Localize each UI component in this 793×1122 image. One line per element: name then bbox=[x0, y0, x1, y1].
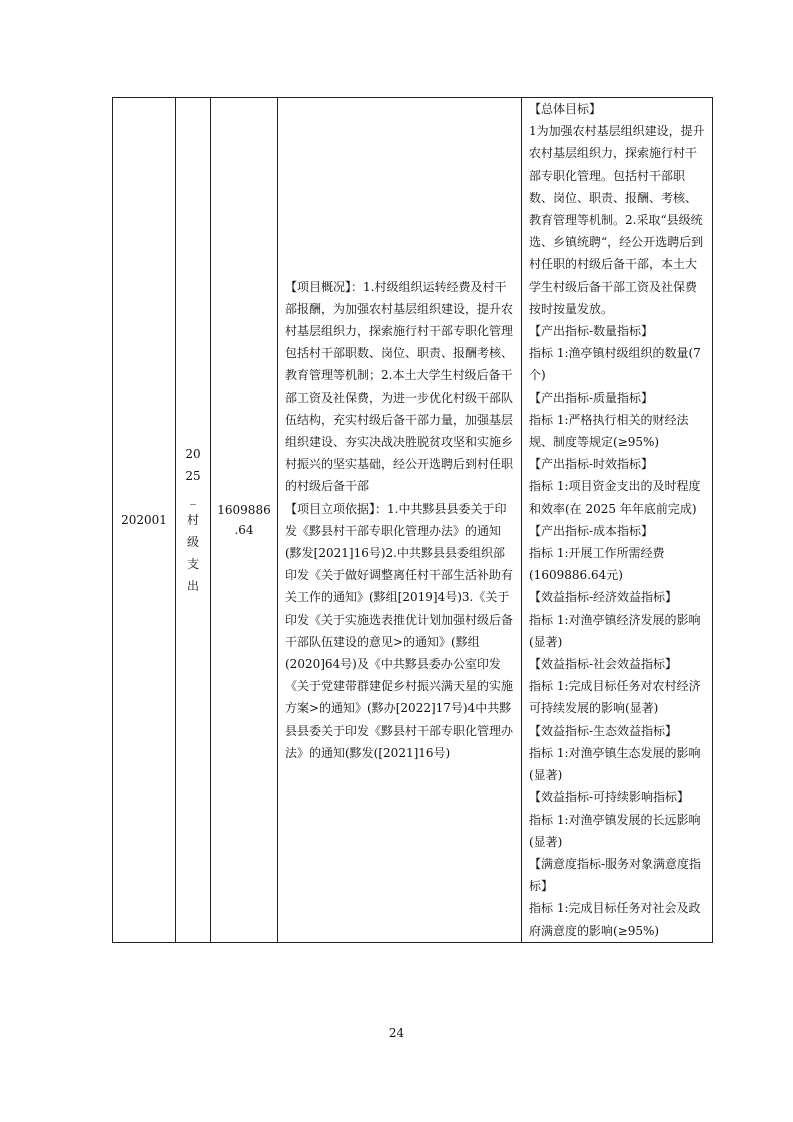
project-overview: 【项目概况】：1.村级组织运转经费及村干部报酬，为加强农村基层组织建设，提升农村基层组织力，探索施行村干部专职化管理包括村干部职数、岗位、职责、报酬考核、教育管理等机制；2.本土大学生村级后备干部工资及社保费，为进一步优化村级干部队伍结构，充实村级后备干部力量，加强基层组织建设、夯实决战决胜脱贫攻坚和实施乡村振兴的坚实基础，经公开选聘后到村任职的村级后备干部 bbox=[285, 279, 514, 494]
project-code: 202001 bbox=[121, 512, 167, 527]
budget-table bbox=[112, 97, 713, 943]
indicator-line: 【总体目标】 bbox=[529, 102, 602, 116]
category-char-1: 村 bbox=[186, 512, 199, 527]
indicator-line: 指标 1:对渔亭镇生态发展的影响(显著) bbox=[529, 745, 701, 783]
indicator-line: 【效益指标-生态效益指标】 bbox=[529, 723, 678, 738]
indicator-line: 1为加强农村基层组织建设，提升农村基层组织力，探索施行村干部专职化管理。包括村干部职数、岗位、职责、报酬、考核、教育管理等机制。2.采取“县级统选、乡镇统聘“，经公开选聘后到村任职的村级后备干部，本土大学生村级后备干部工资及社保费按时按量发放。 bbox=[529, 124, 705, 316]
category-char-2: 级 bbox=[186, 534, 199, 549]
year-prefix: 20 bbox=[185, 446, 201, 461]
indicator-line: 指标 1:完成目标任务对社会及政府满意度的影响(≥95%) bbox=[529, 901, 701, 938]
year-category-cell bbox=[176, 98, 211, 943]
amount-line-1: 1609886 bbox=[217, 502, 271, 517]
category-char-3: 支 bbox=[186, 556, 199, 571]
indicator-line: 指标 1:项目资金支出的及时程度和效率(在 2025 年年底前完成) bbox=[529, 479, 701, 516]
indicator-line: 指标 1:对渔亭镇经济发展的影响(显著) bbox=[529, 612, 701, 649]
project-code-cell bbox=[113, 98, 176, 943]
indicator-line: 【产出指标-时效指标】 bbox=[529, 457, 654, 472]
performance-indicators-cell bbox=[522, 98, 713, 943]
separator: _ bbox=[190, 490, 196, 505]
category-char-4: 出 bbox=[186, 578, 199, 593]
amount-line-2: .64 bbox=[234, 522, 254, 537]
indicator-line: 【产出指标-质量指标】 bbox=[529, 390, 654, 405]
table-row bbox=[113, 98, 713, 943]
indicator-line: 指标 1:渔亭镇村级组织的数量(7个) bbox=[529, 346, 701, 383]
project-description-cell bbox=[278, 98, 522, 943]
indicator-line: 【效益指标-经济效益指标】 bbox=[529, 590, 678, 605]
indicator-line: 指标 1:对渔亭镇发展的长远影响(显著) bbox=[529, 812, 701, 849]
indicator-line: 【产出指标-数量指标】 bbox=[529, 324, 654, 339]
indicator-line: 【产出指标-成本指标】 bbox=[529, 523, 654, 538]
indicator-line: 【满意度指标-服务对象满意度指标】 bbox=[529, 856, 702, 894]
page-number: 24 bbox=[388, 1026, 405, 1040]
indicator-line: 【效益指标-可持续影响指标】 bbox=[529, 790, 690, 805]
indicator-line: 指标 1:严格执行相关的财经法规、制度等规定(≥95%) bbox=[529, 412, 689, 450]
indicator-line: 【效益指标-社会效益指标】 bbox=[529, 657, 678, 672]
amount-cell bbox=[211, 98, 278, 943]
indicator-list bbox=[522, 98, 712, 942]
indicator-line: 指标 1:开展工作所需经费(1609886.64元) bbox=[529, 546, 665, 583]
project-basis: 【项目立项依据】：1.中共黟县县委关于印发《黟县村干部专职化管理办法》的通知(黟发[2021]16号)2.中共黟县县委组织部印发《关于做好调整离任村干部生活补助有关工作的通知》(黟组[2019]4号)3.《关于印发《关于实施选表推优计划加强村级后备干部队伍建设的意见>的通知》(黟组(2020]64号)及《中共黟县委办公室印发《关于党建带群建促乡村振兴满天星的实施方案>的通知》(黟办[2022]17号)4中共黟县县委关于印发《黟县村干部专职化管理办法》的通知(黟发([2021]16号) bbox=[285, 501, 514, 760]
year-suffix: 25 bbox=[185, 468, 201, 483]
indicator-line: 指标 1:完成目标任务对农村经济可持续发展的影响(显著) bbox=[529, 679, 701, 716]
